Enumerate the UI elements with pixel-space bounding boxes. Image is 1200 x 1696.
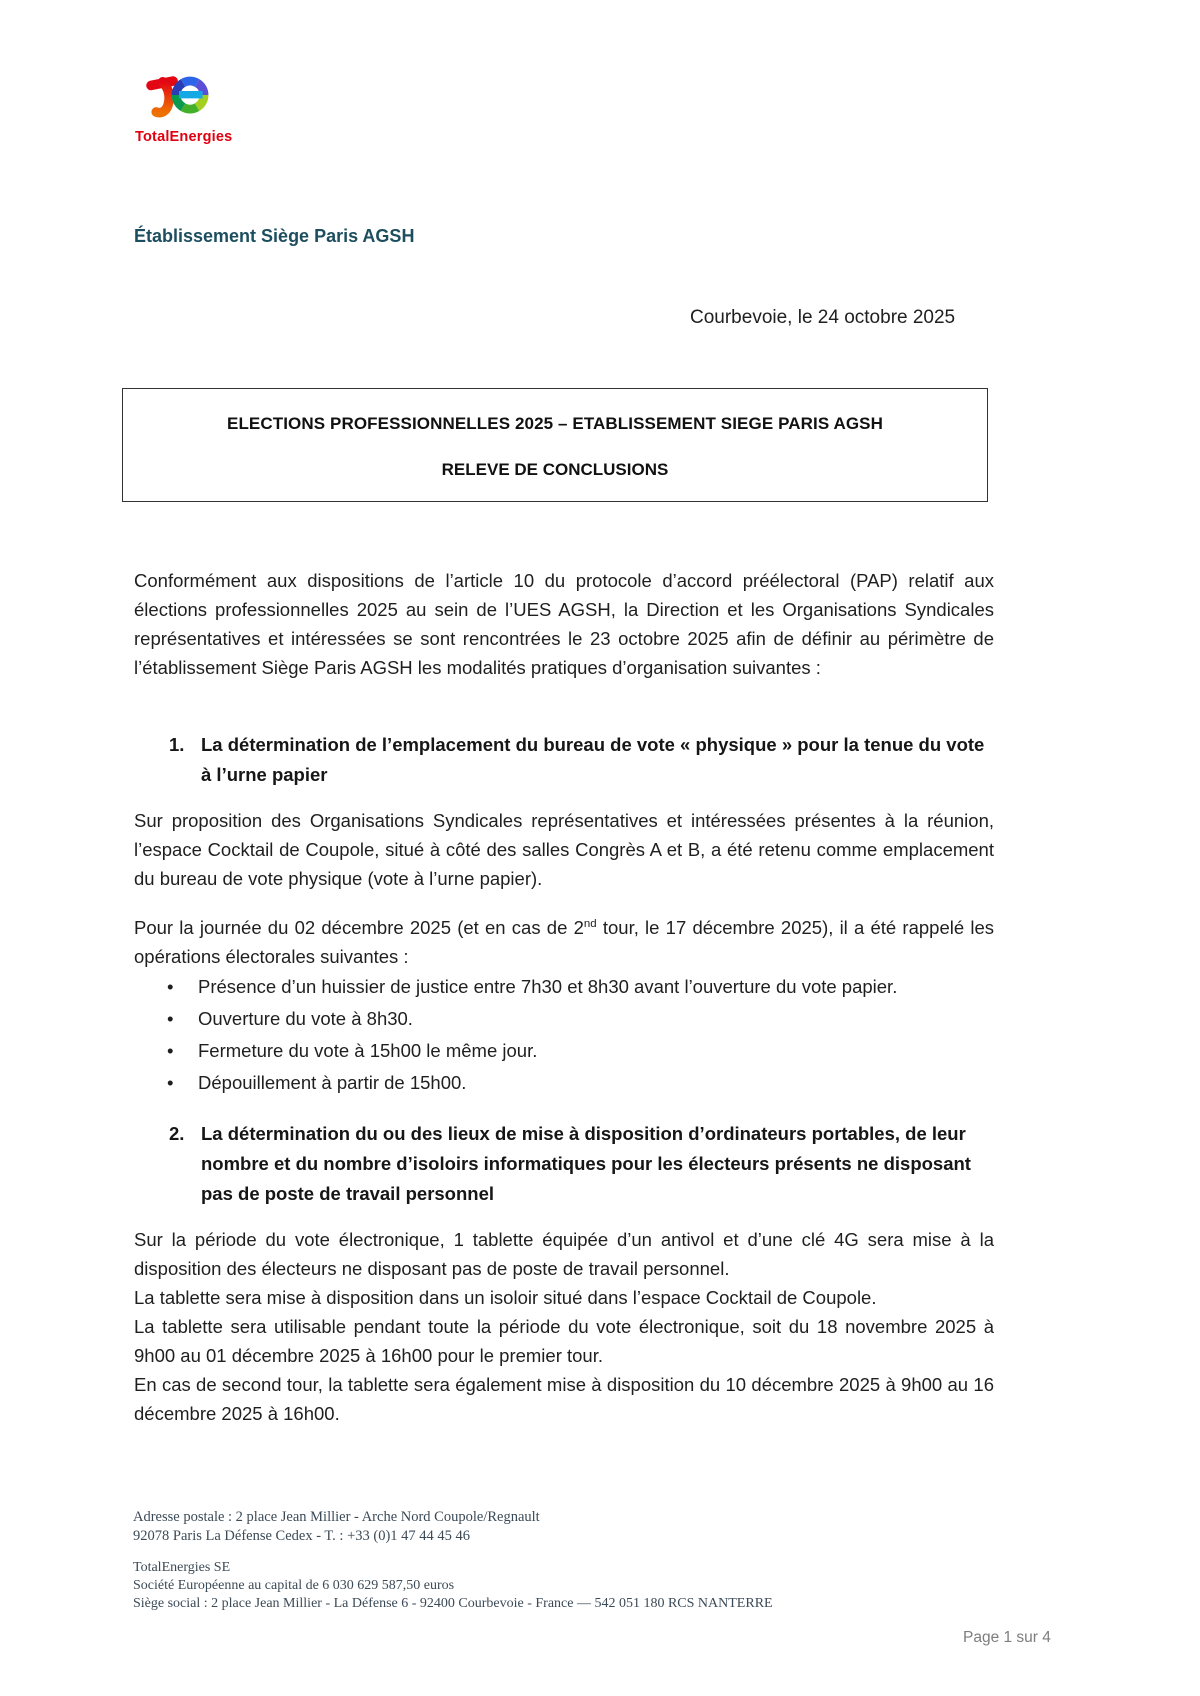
establishment-heading: Établissement Siège Paris AGSH <box>134 226 415 246</box>
election-operations-list <box>134 972 994 1097</box>
intro-paragraph: Conformément aux dispositions de l’article 10 du protocole d’accord préélectoral (PAP) relatif aux élections professionnelles 2025 au sein de l’UES AGSH, la Direction et les Organisations Syndicales représentatives et intéressées se sont rencontrées le 23 octobre 2025 afin de définir au périmètre de l’établissement Siège Paris AGSH les modalités pratiques d’organisation suivantes : <box>134 570 994 678</box>
footer-company-name: TotalEnergies SE <box>133 1560 231 1575</box>
footer-address-line-2: 92078 Paris La Défense Cedex - T. : +33 (0)1 47 44 45 46 <box>133 1528 471 1544</box>
brand-wordmark: TotalEnergies <box>135 129 233 145</box>
section-2-number: 2. <box>169 1123 185 1144</box>
list-item: • Ouverture du vote à 8h30. <box>134 1004 994 1033</box>
section-1-number: 1. <box>169 734 185 755</box>
title-line-1: ELECTIONS PROFESSIONNELLES 2025 – ETABLISSEMENT SIEGE PARIS AGSH <box>227 414 883 433</box>
footer-address-line-1: Adresse postale : 2 place Jean Millier - Arche Nord Coupole/Regnault <box>133 1509 540 1525</box>
footer-postal-address <box>133 1508 773 1546</box>
footer-company-registered-office: Siège social : 2 place Jean Millier - La Défense 6 - 92400 Courbevoie - France — 542 051 180 RCS NANTERRE <box>133 1596 773 1611</box>
section-2-paragraphs <box>134 1225 994 1428</box>
list-item: • Dépouillement à partir de 15h00. <box>134 1068 994 1097</box>
list-item: • Fermeture du vote à 15h00 le même jour. <box>134 1036 994 1065</box>
totalenergies-logo-icon <box>135 70 223 126</box>
section-2-heading <box>134 1119 994 1209</box>
title-line-2: RELEVE DE CONCLUSIONS <box>441 460 669 479</box>
section-1-paragraph-1: Sur proposition des Organisations Syndicales représentatives et intéressées présentes à la réunion, l’espace Cocktail de Coupole, situé à côté des salles Congrès A et B, a été retenu comme emplacement du bureau de vote physique (vote à l’urne papier). <box>134 810 994 889</box>
paragraph-2-text-after: tour, le 17 décembre 2025), il a été rappelé les opérations électorales suivantes : <box>134 917 994 967</box>
footer-company-capital: Société Européenne au capital de 6 030 629 587,50 euros <box>133 1578 455 1593</box>
footer-company-info <box>133 1559 773 1613</box>
document-body <box>134 566 994 1428</box>
list-item: • Présence d’un huissier de justice entre 7h30 et 8h30 avant l’ouverture du vote papier. <box>134 972 994 1001</box>
page-number: Page 1 sur 4 <box>963 1629 1051 1646</box>
section-1-paragraph-2 <box>134 913 994 971</box>
ordinal-superscript: nd <box>583 917 597 930</box>
section-2-paragraph-1: Sur la période du vote électronique, 1 tablette équipée d’un antivol et d’une clé 4G sera mise à la disposition des électeurs ne disposant pas de poste de travail personnel. <box>134 1229 994 1279</box>
section-2-paragraph-2: La tablette sera mise à disposition dans un isoloir situé dans l’espace Cocktail de Coupole. <box>134 1287 877 1308</box>
section-2-paragraph-4: En cas de second tour, la tablette sera également mise à disposition du 10 décembre 2025 à 9h00 au 16 décembre 2025 à 16h00. <box>134 1374 994 1424</box>
section-2-heading-text: La détermination du ou des lieux de mise à disposition d’ordinateurs portables, de leur nombre et du nombre d’isoloirs informatiques pour les électeurs présents ne disposant pas de poste de travail personnel <box>201 1123 971 1204</box>
section-1-heading <box>134 730 994 790</box>
totalenergies-logo <box>135 70 245 145</box>
section-1-heading-text: La détermination de l’emplacement du bureau de vote « physique » pour la tenue du vote à l’urne papier <box>201 734 985 785</box>
section-2-paragraph-3: La tablette sera utilisable pendant toute la période du vote électronique, soit du 18 novembre 2025 à 9h00 au 01 décembre 2025 à 16h00 pour le premier tour. <box>134 1316 994 1366</box>
title-box <box>122 388 988 502</box>
page-footer <box>133 1508 773 1613</box>
dateline: Courbevoie, le 24 octobre 2025 <box>690 307 956 328</box>
paragraph-2-text-before: Pour la journée du 02 décembre 2025 (et en cas de 2 <box>134 917 584 938</box>
